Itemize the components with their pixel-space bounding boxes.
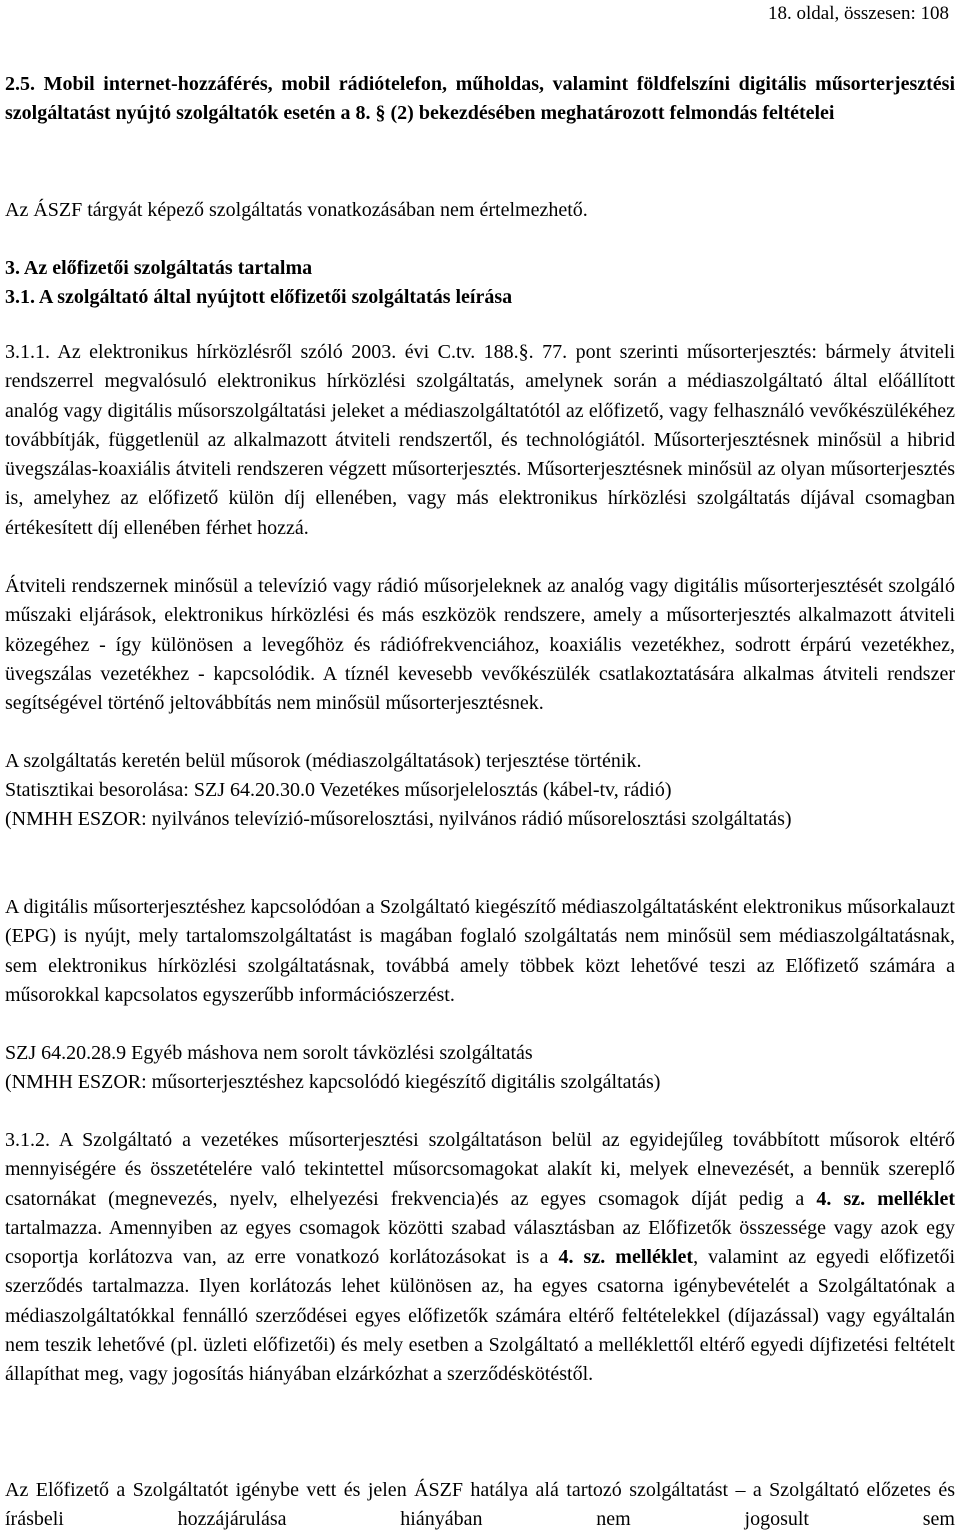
transmission-system-paragraph: Átviteli rendszernek minősül a televízió vagy rádió műsorjeleknek az analóg vagy digitális műsorterjesztését szolgáló műszaki eljárások, elektronikus hírközlési és más eszközök rendszere, amely a műsorterjesztés alkalmazott átviteli közegéhez - így különösen a levegőhöz és rádiófrekvenciához, koaxiális vezetékhez, sodrott érpárú vezetékhez, üvegszálas vezetékhez - kapcsolódik. A tíznél kevesebb vevőkészülék csatlakoztatására alkalmas átviteli rendszer segítségével történő jeltovábbítás nem minősül műsorterjesztésnek. [5, 575, 955, 715]
section-3-1-2-paragraph [5, 1126, 955, 1390]
subscriber-assignment-paragraph: Az Előfizető a Szolgáltatót igénybe vett és jelen ÁSZF hatálya alá tartozó szolgáltatást – a Szolgáltató előzetes és írásbeli hozzájárulása hiányában nem jogosult sem [5, 1479, 955, 1531]
szj-epg-classification: SZJ 64.20.28.9 Egyéb máshova nem sorolt távközlési szolgáltatás [5, 1042, 533, 1064]
section-2-5-text: Az ÁSZF tárgyát képező szolgáltatás vonatkozásában nem értelmezhető. [5, 199, 588, 221]
nmhh-eszor-classification: (NMHH ESZOR: nyilvános televízió-műsorelosztási, nyilvános rádió műsorelosztási szolgáltatás) [5, 808, 792, 830]
section-2-5-heading: 2.5. Mobil internet-hozzáférés, mobil rádiótelefon, műholdas, valamint földfelszíni digitális műsorterjesztési szolgáltatást nyújtó szolgáltatók esetén a 8. § (2) bekezdésében meghatározott felmondás feltételei [5, 73, 955, 125]
section-3-heading: 3. Az előfizetői szolgáltatás tartalma [5, 257, 313, 279]
section-3-1-1-paragraph: 3.1.1. Az elektronikus hírközlésről szóló 2003. évi C.tv. 188.§. 77. pont szerinti műsorterjesztés: bármely átviteli rendszerrel megvalósuló elektronikus hírközlési szolgáltatás, amelynek során a médiaszolgáltató által előállított analóg vagy digitális műsorszolgáltatási jeleket a médiaszolgáltatótól az előfizető, vagy felhasználó vevőkészülékéhez továbbítják, függetlenül az alkalmazott átviteli rendszertől, és technológiától. Műsorterjesztésnek minősül a hibrid üvegszálas-koaxiális átviteli rendszeren végzett műsorterjesztés. Műsorterjesztésnek minősül az olyan műsorterjesztés is, amelyhez az előfizető külön díj ellenében, vagy más elektronikus hírközlési szolgáltatás díjával csomagban értékesített díj ellenében férhet hozzá. [5, 341, 955, 539]
statistical-classification: Statisztikai besorolása: SZJ 64.20.30.0 Vezetékes műsorjelelosztás (kábel-tv, rádió) [5, 779, 672, 801]
nmhh-eszor-epg-classification: (NMHH ESZOR: műsorterjesztéshez kapcsolódó kiegészítő digitális szolgáltatás) [5, 1071, 661, 1093]
section-3-1-heading: 3.1. A szolgáltató által nyújtott előfizetői szolgáltatás leírása [5, 286, 513, 308]
annex-4-reference-1: 4. sz. melléklet [816, 1187, 955, 1210]
epg-paragraph: A digitális műsorterjesztéshez kapcsolódóan a Szolgáltató kiegészítő médiaszolgáltatásként elektronikus műsorkalauzt (EPG) is nyújt, mely tartalomszolgáltatást is magában foglaló szolgáltatás nem minősül sem médiaszolgáltatásnak, sem elektronikus hírközlési szolgáltatásnak, továbbá amely többek közt lehetővé teszi az Előfizető számára a műsorokkal kapcsolatos egyszerűbb információszerzést. [5, 896, 955, 1006]
page-number-header: 18. oldal, összesen: 108 [767, 3, 949, 24]
service-scope-paragraph: A szolgáltatás keretén belül műsorok (médiaszolgáltatások) terjesztése történik. [5, 750, 642, 772]
section-3-1-2-text-1: 3.1.2. A Szolgáltató a vezetékes műsorterjesztési szolgáltatáson belül az egyidejűleg továbbított műsorok eltérő mennyiségére és összetételére való tekintettel műsorcsomagokat alakít ki, melyek elnevezését, a bennük szereplő csatornákat (megnevezés, nyelv, elhelyezési frekvencia)és az egyes csomagok díját pedig a [5, 1129, 955, 1210]
annex-4-reference-2: 4. sz. melléklet [558, 1246, 694, 1269]
section-3-1-2-text-3: , valamint az egyedi előfizetői szerződés tartalmazza. Ilyen korlátozás lehet különösen az, ha egyes csatorna igénybevételét a Szolgáltatónak a médiaszolgáltatókkal fennálló szerződései egyes előfizetők számára eltérő feltételekkel (díjazással) vagy egyáltalán nem teszik lehetővé (pl. üzleti előfizetői) és mely esetben a Szolgáltató a melléklettől eltérő egyedi díjfizetési feltételt állapíthat meg, vagy jogosítás hiányában elzárkózhat a szerződéskötéstől. [5, 1246, 956, 1386]
section-3-1-2-text-2: tartalmazza. Amennyiben az egyes csomagok közötti szabad választásban az Előfizetők összessége vagy azok egy csoportja korlátozva van, az erre vonatkozó korlátozásokat is a [5, 1216, 955, 1269]
